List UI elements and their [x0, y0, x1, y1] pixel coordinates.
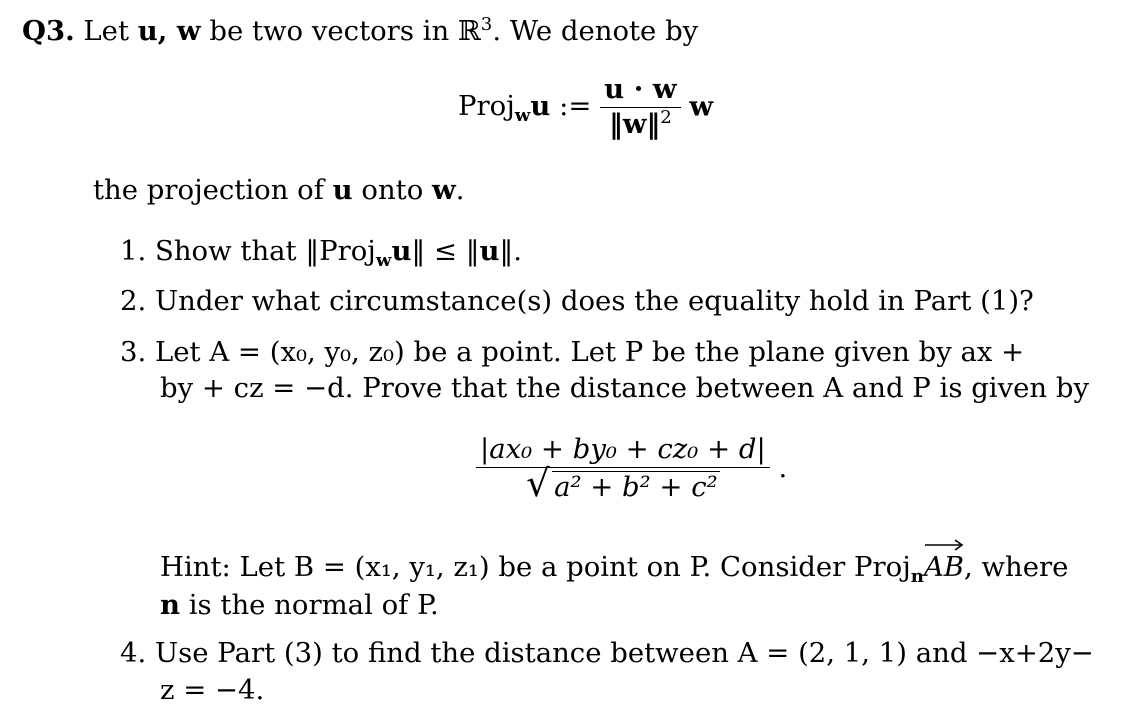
item-1-text-b: ‖ ≤ ‖ [411, 235, 480, 267]
caption-suffix: . [455, 174, 465, 206]
intro-mid: be two vectors in [209, 15, 450, 47]
caption-mid: onto [361, 174, 424, 206]
hint-normal-vector: n [160, 589, 180, 621]
proj-lhs-vector: u [530, 90, 551, 123]
item-1-text-c: ‖. [499, 235, 522, 267]
distance-period: . [778, 451, 788, 484]
question-header [22, 14, 699, 47]
proj-lhs: Proj [458, 90, 515, 123]
projection-trailing-vector: w [689, 90, 713, 123]
hint-line-1 [160, 551, 1069, 587]
hint-text-b: , where [964, 551, 1069, 583]
distance-formula [476, 433, 788, 505]
vector-arrow-icon [924, 538, 964, 552]
projection-fraction [600, 73, 680, 140]
distance-fraction [476, 433, 770, 505]
hint-subscript: n [910, 565, 924, 587]
intro-suffix: . We denote by [492, 15, 699, 47]
hint-vector-ab: AB [924, 554, 964, 582]
item-1-text-a: Show that ‖Proj [155, 235, 376, 267]
item-2-text: Under what circumstance(s) does the equality hold in Part (1)? [155, 285, 1034, 317]
distance-numerator: |ax₀ + by₀ + cz₀ + d| [480, 433, 766, 465]
proj-lhs-subscript: w [514, 105, 531, 127]
projection-denominator-exp: 2 [660, 106, 672, 128]
projection-denominator: ‖w‖ [609, 107, 661, 140]
item-4-number: 4. [120, 637, 147, 669]
item-3-line-1: Let A = (x₀, y₀, z₀) be a point. Let P be the plane given by ax + [155, 336, 1025, 368]
definition-caption [93, 174, 465, 206]
hint-line-2 [160, 589, 439, 621]
intro-vectors: u, w [137, 15, 201, 47]
item-3-number: 3. [120, 336, 147, 368]
distance-denominator: a² + b² + c² [554, 470, 718, 503]
list-item-4 [120, 637, 1094, 669]
question-label: Q3. [22, 15, 75, 47]
assign-symbol: := [559, 90, 592, 123]
caption-vector-u: u [332, 174, 353, 206]
intro-exponent: 3 [480, 14, 493, 36]
list-item-3 [120, 336, 1025, 368]
item-3-line-2: by + cz = −d. Prove that the distance between A and P is given by [160, 372, 1089, 404]
item-2-number: 2. [120, 285, 147, 317]
item-1-number: 1. [120, 235, 147, 267]
intro-space: ℝ [457, 15, 481, 47]
item-1-vector: u [391, 235, 412, 267]
caption-prefix: the projection of [93, 174, 324, 206]
list-item-1 [120, 235, 522, 271]
item-1-vector-2: u [479, 235, 500, 267]
projection-definition [458, 73, 713, 140]
hint-text-a: Hint: Let B = (x₁, y₁, z₁) be a point on P. Consider Proj [160, 551, 911, 583]
sqrt-radical: √ a² + b² + c² [526, 461, 718, 505]
caption-vector-w: w [432, 174, 456, 206]
item-4-line-2: z = −4. [160, 674, 265, 706]
item-4-line-1: Use Part (3) to find the distance between A = (2, 1, 1) and −x+2y− [155, 637, 1094, 669]
projection-numerator: u · w [604, 73, 677, 105]
hint-line-2-text: is the normal of P. [188, 589, 439, 621]
item-1-subscript: w [375, 249, 392, 271]
intro-prefix: Let [83, 15, 130, 47]
list-item-2 [120, 285, 1034, 317]
